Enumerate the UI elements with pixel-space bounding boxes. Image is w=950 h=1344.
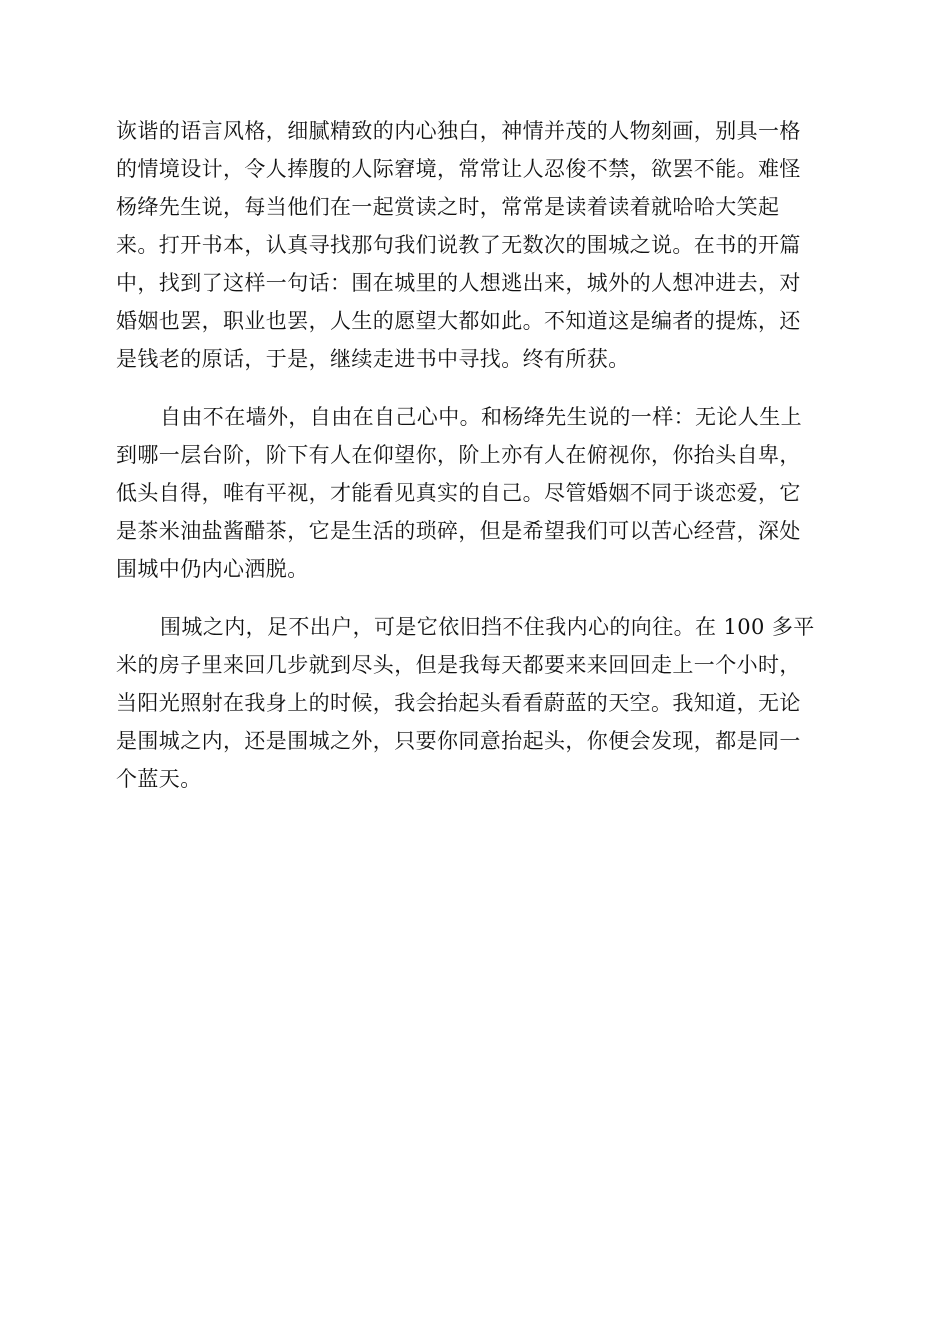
text-line: 围城之内，足不出户，可是它依旧挡不住我内心的向往。在 100 多平: [160, 615, 815, 639]
text-line: 围城中仍内心洒脱。: [116, 557, 309, 581]
paragraph-spacer: [116, 378, 832, 398]
paragraph-2: [116, 398, 832, 588]
paragraph-1: [116, 112, 832, 378]
text-line: 当阳光照射在我身上的时候，我会抬起头看看蔚蓝的天空。我知道，无论: [116, 691, 801, 715]
text-line: 是钱老的原话，于是，继续走进书中寻找。终有所获。: [116, 347, 630, 371]
text-line: 是围城之内，还是围城之外，只要你同意抬起头，你便会发现，都是同一: [116, 729, 801, 753]
text-line: 米的房子里来回几步就到尽头，但是我每天都要来来回回走上一个小时，: [116, 653, 801, 677]
text-line: 低头自得，唯有平视，才能看见真实的自己。尽管婚姻不同于谈恋爱，它: [116, 481, 801, 505]
text-line: 到哪一层台阶，阶下有人在仰望你，阶上亦有人在俯视你，你抬头自卑，: [116, 443, 801, 467]
text-line: 自由不在墙外，自由在自己心中。和杨绛先生说的一样：无论人生上: [160, 405, 802, 429]
text-line: 杨绛先生说，每当他们在一起赏读之时，常常是读着读着就哈哈大笑起: [116, 195, 780, 219]
paragraph-spacer: [116, 588, 832, 608]
paragraph-3: [116, 608, 832, 798]
text-line: 的情境设计，令人捧腹的人际窘境，常常让人忍俊不禁，欲罢不能。难怪: [116, 157, 801, 181]
text-line: 个蓝天。: [116, 767, 202, 791]
text-line: 中，找到了这样一句话：围在城里的人想逃出来，城外的人想冲进去，对: [116, 271, 801, 295]
text-line: 诙谐的语言风格，细腻精致的内心独白，神情并茂的人物刻画，别具一格: [116, 119, 801, 143]
text-line: 婚姻也罢，职业也罢，人生的愿望大都如此。不知道这是编者的提炼，还: [116, 309, 801, 333]
document-page: [116, 112, 832, 798]
text-line: 是茶米油盐酱醋茶，它是生活的琐碎，但是希望我们可以苦心经营，深处: [116, 519, 801, 543]
text-line: 来。打开书本，认真寻找那句我们说教了无数次的围城之说。在书的开篇: [116, 233, 801, 257]
